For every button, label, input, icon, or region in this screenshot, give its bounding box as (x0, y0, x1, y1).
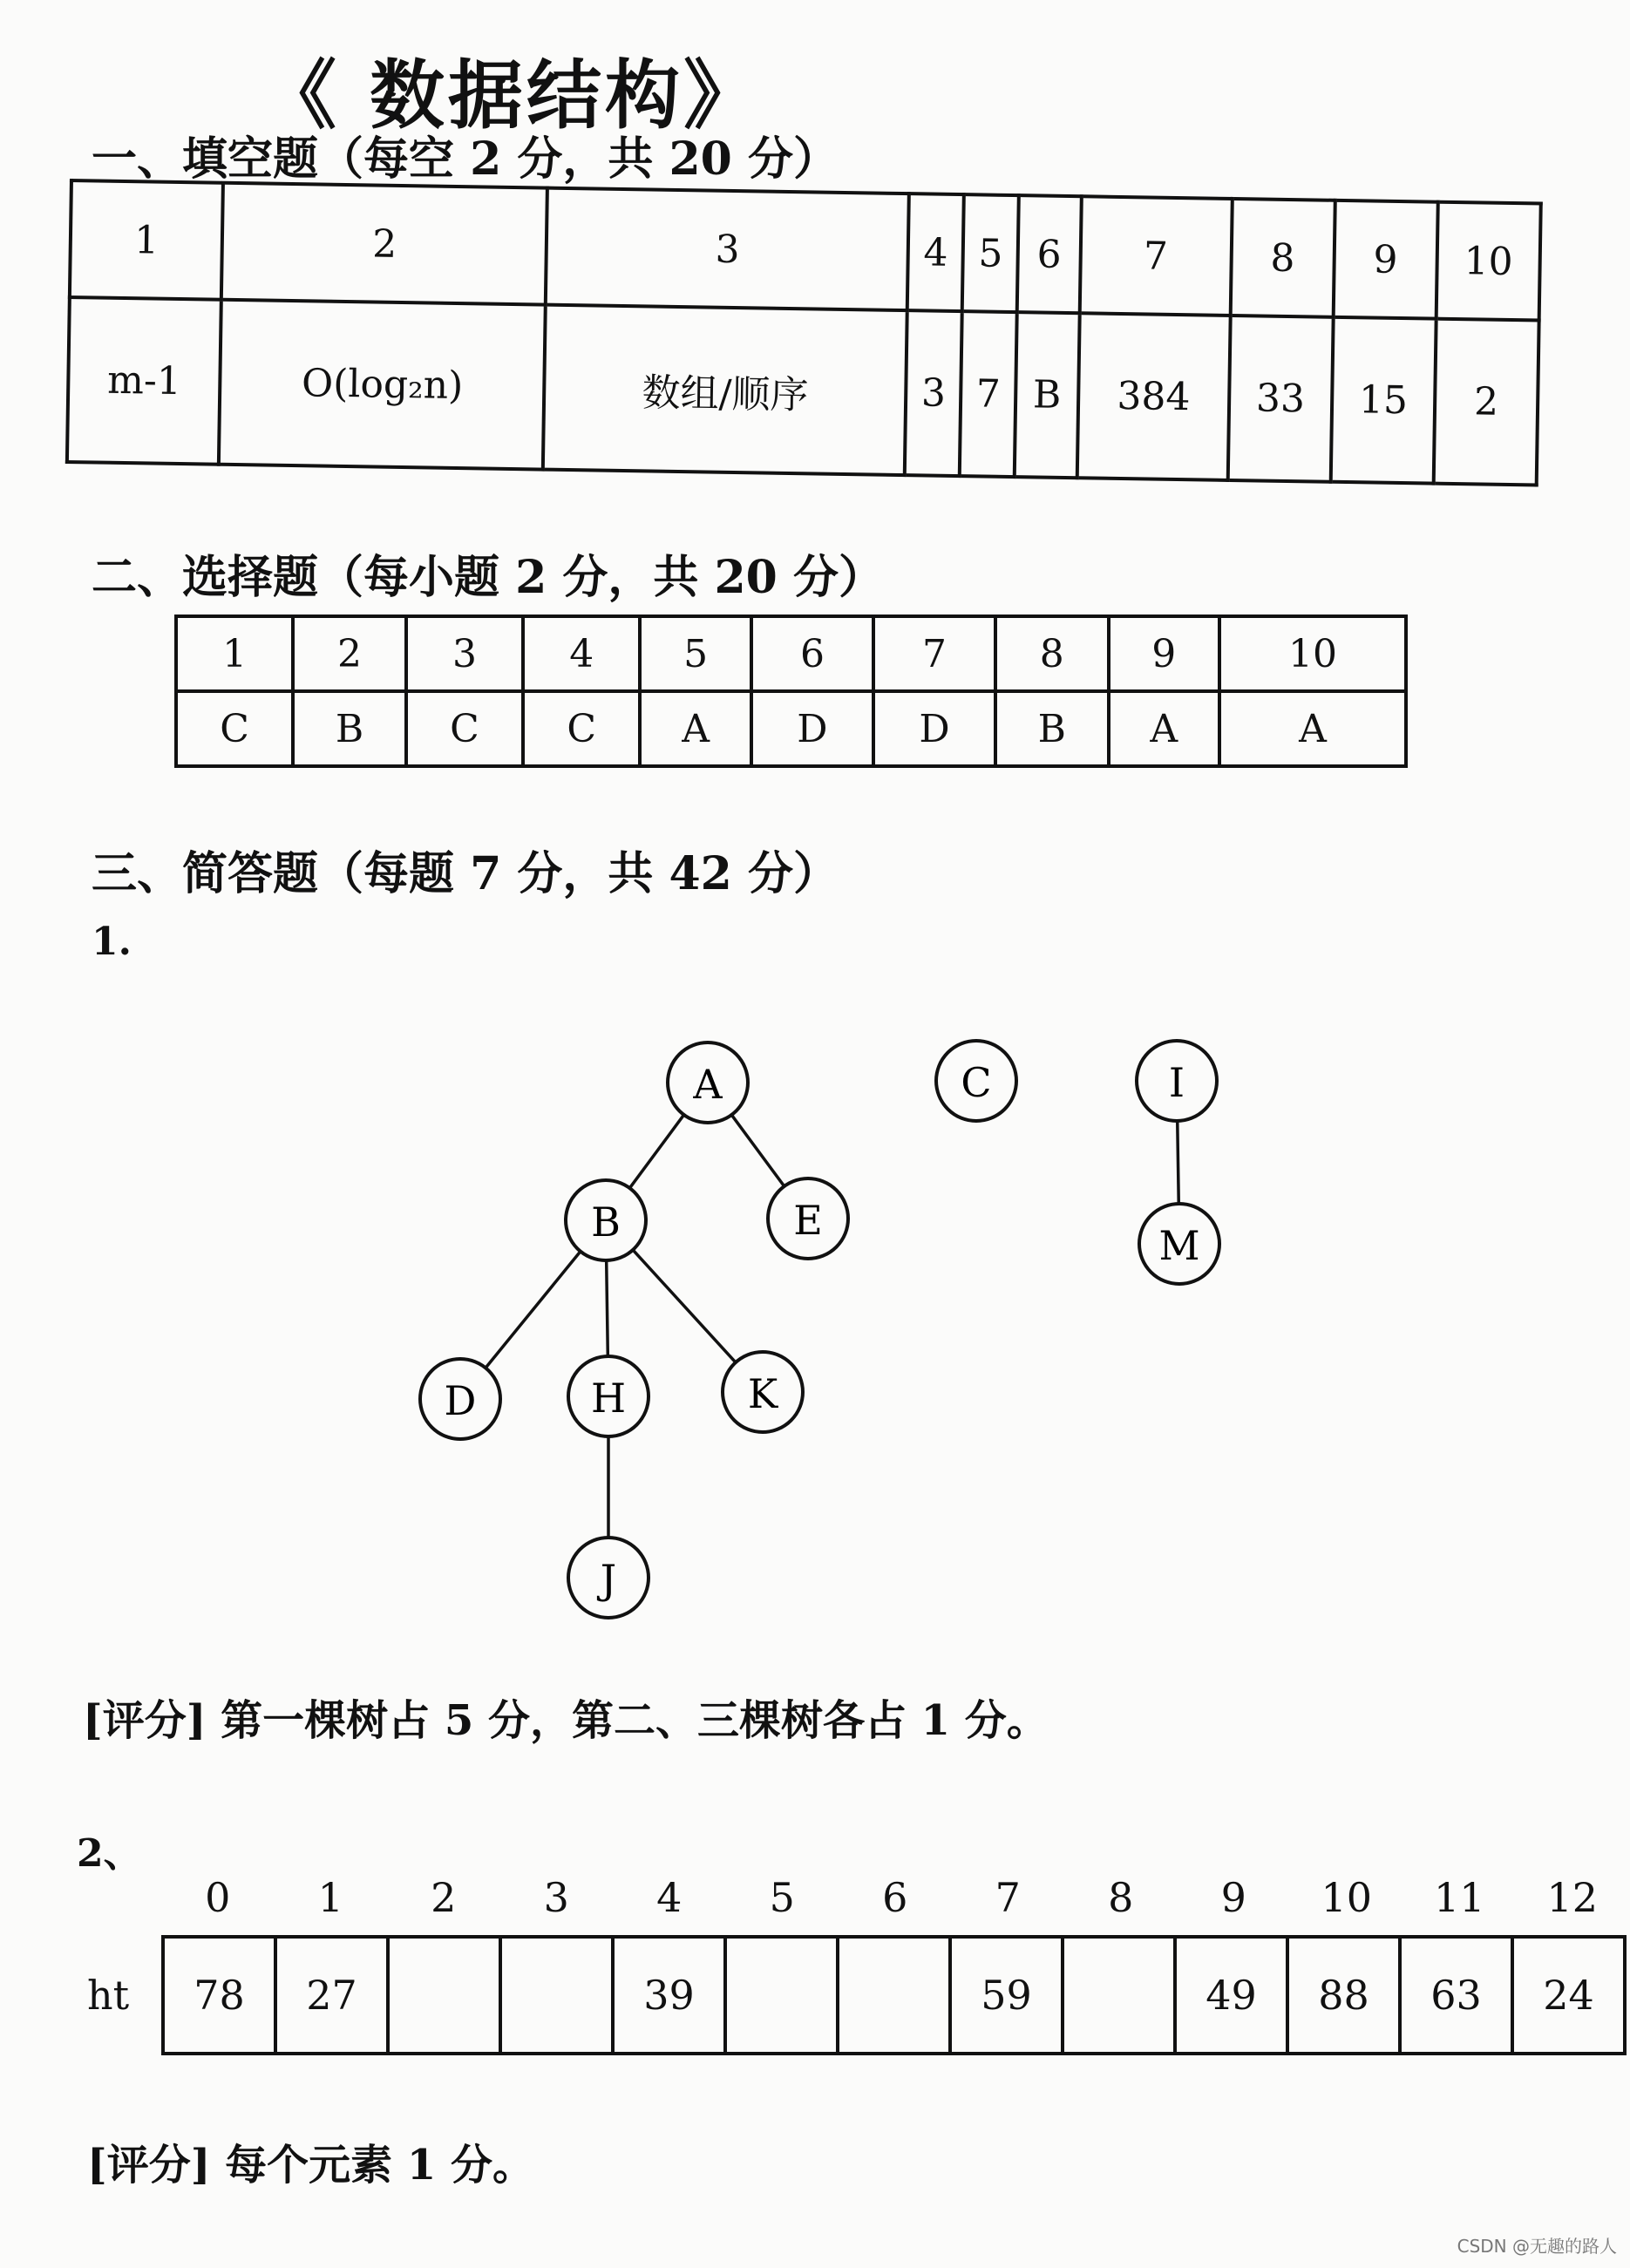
table-cell: 5 (962, 194, 1019, 312)
table-cell: 8 (1230, 199, 1335, 317)
hash-table-index: 12 (1546, 1874, 1599, 1921)
tree-edge-I-M (1178, 1121, 1179, 1204)
table-cell: 3 (406, 616, 523, 691)
tree-node-A (668, 1042, 748, 1123)
table-cell: 4 (907, 194, 964, 311)
tree-node-M (1139, 1204, 1219, 1284)
table-cell: 10 (1436, 202, 1541, 321)
page-title: 《 数据结构》 (261, 51, 762, 139)
hash-table-cell (1063, 1937, 1175, 2054)
hash-table-index: 10 (1321, 1874, 1373, 1921)
tree-edge-A-B (629, 1115, 683, 1188)
tree-node-label: H (590, 1375, 627, 1422)
table-cell: 9 (1109, 616, 1220, 691)
forest-diagram (0, 1002, 1630, 1630)
table-cell: D (873, 691, 995, 766)
tree-node-label: J (600, 1556, 617, 1603)
tree-edge-A-E (731, 1115, 784, 1186)
table-cell: 1 (176, 616, 293, 691)
hash-table-index: 0 (205, 1874, 231, 1921)
hash-table-index: 5 (769, 1874, 795, 1921)
tree-edge-B-H (607, 1260, 608, 1356)
tree-node-E (768, 1178, 848, 1259)
hash-table-cell: 88 (1287, 1937, 1400, 2054)
tree-node-label: A (693, 1061, 723, 1108)
tree-node-J (568, 1538, 649, 1618)
tree-node-label: C (961, 1059, 992, 1106)
hash-table-cell: 59 (950, 1937, 1063, 2054)
table-cell: 3 (546, 188, 909, 310)
hash-table-label: ht (87, 1972, 130, 2019)
table-row (67, 297, 1539, 485)
table-cell: A (1219, 691, 1406, 766)
tree-node-B (566, 1180, 646, 1260)
table-cell: C (523, 691, 640, 766)
section-fill-blank-heading: 一、填空题（每空 2 分，共 20 分） (92, 132, 839, 186)
hash-table-index: 4 (656, 1874, 683, 1921)
hash-table-index: 1 (317, 1874, 343, 1921)
table-cell: 8 (995, 616, 1109, 691)
question-1-score-note: [评分] 第一棵树占 5 分，第二、三棵树各占 1 分。 (83, 1696, 1049, 1745)
table-header-row (70, 180, 1541, 320)
table-row (176, 691, 1406, 766)
table-cell: O(log₂n) (219, 300, 546, 470)
tree-node-label: M (1158, 1222, 1200, 1269)
hash-table-index: 2 (431, 1874, 457, 1921)
tree-node-D (420, 1359, 500, 1439)
section-short-answer-heading: 三、简答题（每题 7 分，共 42 分） (92, 847, 839, 900)
tree-node-label: B (591, 1199, 621, 1246)
table-cell: B (995, 691, 1109, 766)
table-cell: 6 (1017, 195, 1082, 313)
table-cell: m-1 (67, 297, 221, 465)
section-multiple-choice-heading: 二、选择题（每小题 2 分，共 20 分） (92, 551, 884, 604)
hash-table-cell: 39 (613, 1937, 725, 2054)
table-cell: C (406, 691, 523, 766)
table-cell: 384 (1076, 313, 1230, 480)
tree-edge-B-K (633, 1250, 736, 1362)
table-cell: 7 (1079, 196, 1232, 316)
table-cell: 数组/顺序 (543, 305, 907, 475)
table-cell: 7 (960, 311, 1017, 477)
table-cell: 4 (523, 616, 640, 691)
tree-node-H (568, 1356, 649, 1436)
question-2-score-note: [评分] 每个元素 1 分。 (87, 2141, 534, 2190)
tree-node-label: E (793, 1197, 823, 1244)
tree-node-C (936, 1041, 1016, 1121)
table-cell: 33 (1227, 316, 1333, 482)
hash-table-cell (388, 1937, 500, 2054)
fill-blank-answer-table (65, 179, 1543, 487)
hash-table-cell: 24 (1512, 1937, 1625, 2054)
table-cell: 1 (70, 180, 223, 300)
hash-table-index: 3 (543, 1874, 569, 1921)
table-cell: 7 (873, 616, 995, 691)
tree-node-label: D (444, 1377, 477, 1424)
table-cell: 5 (640, 616, 751, 691)
table-cell: 2 (221, 183, 547, 305)
table-cell: 6 (751, 616, 873, 691)
hash-table-cell: 78 (163, 1937, 275, 2054)
table-cell: A (640, 691, 751, 766)
table-cell: 2 (293, 616, 406, 691)
hash-table (161, 1935, 1627, 2055)
hash-table-cell (725, 1937, 838, 2054)
hash-table-cell: 49 (1175, 1937, 1287, 2054)
tree-node-K (723, 1352, 803, 1432)
hash-table-index: 11 (1433, 1874, 1485, 1921)
tree-edge-B-D (486, 1252, 581, 1368)
tree-node-label: K (747, 1370, 778, 1417)
table-cell: D (751, 691, 873, 766)
hash-table-cell: 27 (275, 1937, 388, 2054)
table-row (163, 1937, 1625, 2054)
hash-table-index: 6 (882, 1874, 908, 1921)
watermark: CSDN @无趣的路人 (1457, 2236, 1617, 2257)
table-cell: 3 (905, 310, 962, 476)
hash-table-index: 8 (1108, 1874, 1134, 1921)
table-cell: 9 (1333, 200, 1437, 319)
question-2-label: 2、 (77, 1831, 142, 1876)
table-header-row (176, 616, 1406, 691)
hash-table-index: 7 (995, 1874, 1021, 1921)
hash-table-cell (838, 1937, 950, 2054)
multiple-choice-answer-table (174, 615, 1408, 768)
table-cell: 15 (1331, 317, 1436, 484)
question-1-label: 1. (92, 920, 132, 964)
table-cell: 10 (1219, 616, 1406, 691)
tree-node-label: I (1168, 1059, 1185, 1106)
table-cell: B (293, 691, 406, 766)
table-cell: A (1109, 691, 1220, 766)
hash-table-cell (500, 1937, 613, 2054)
tree-node-I (1137, 1041, 1217, 1121)
table-cell: 2 (1434, 319, 1539, 486)
table-cell: C (176, 691, 293, 766)
hash-table-index: 9 (1220, 1874, 1246, 1921)
table-cell: B (1015, 312, 1079, 478)
hash-table-cell: 63 (1400, 1937, 1512, 2054)
